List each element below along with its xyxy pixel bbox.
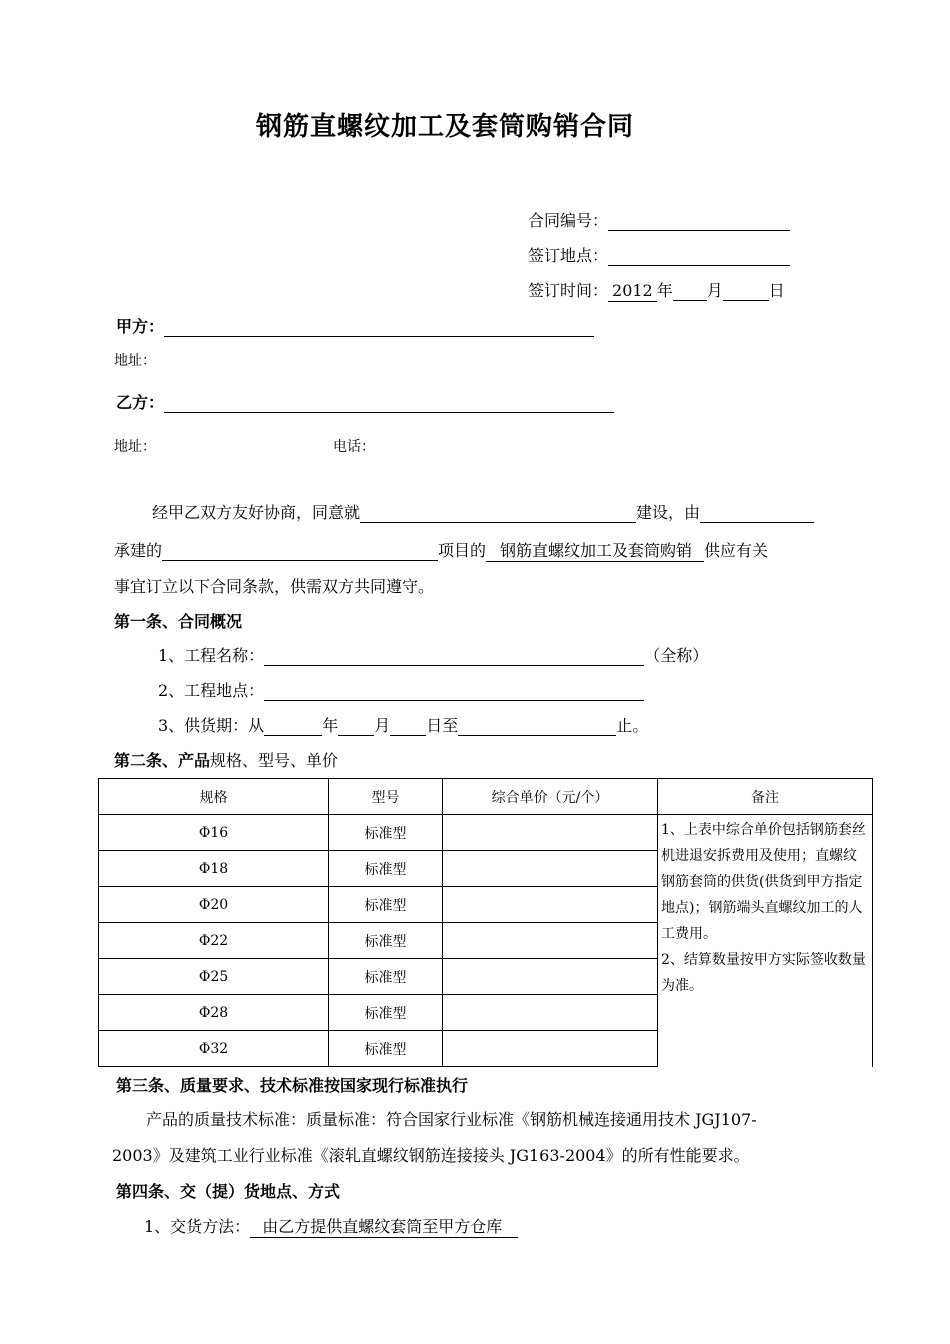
spec-cell: Φ16 xyxy=(99,815,329,851)
project-field[interactable] xyxy=(162,542,438,561)
spec-cell: Φ18 xyxy=(99,851,329,887)
delivery-method-label: 1、交货方法： xyxy=(144,1217,251,1236)
price-cell[interactable] xyxy=(443,1031,658,1067)
product-spec-table xyxy=(98,778,873,1067)
party-a-row xyxy=(116,314,594,337)
sign-year-value[interactable]: 2012 xyxy=(608,281,657,302)
table-header-row xyxy=(99,779,873,815)
builder-field[interactable] xyxy=(700,504,814,523)
construction-field[interactable] xyxy=(360,504,636,523)
article-3-heading: 第三条、质量要求、技术标准按国家现行标准执行 xyxy=(116,1076,469,1095)
party-a-field[interactable] xyxy=(164,318,594,337)
supply-period-label: 3、供货期：从 xyxy=(158,716,265,735)
article-2-heading-bold: 第二条、产品 xyxy=(114,751,211,770)
header-unit-price: 综合单价（元/个） xyxy=(443,779,658,815)
contract-number-field[interactable] xyxy=(608,212,790,231)
table-row xyxy=(99,815,873,851)
price-cell[interactable] xyxy=(443,887,658,923)
supply-day-to: 日至 xyxy=(426,716,459,735)
price-cell[interactable] xyxy=(443,815,658,851)
sign-month-unit: 月 xyxy=(706,281,723,300)
supply-month-unit: 月 xyxy=(374,716,391,735)
price-cell[interactable] xyxy=(443,923,658,959)
sign-place-field[interactable] xyxy=(608,247,790,266)
party-b-phone-label: 电话： xyxy=(333,439,375,455)
party-b-field[interactable] xyxy=(164,394,614,413)
supply-end-suffix: 止。 xyxy=(616,716,649,735)
header-model: 型号 xyxy=(329,779,443,815)
model-cell: 标准型 xyxy=(329,887,443,923)
project-location-field[interactable] xyxy=(264,682,644,701)
project-name-label: 1、工程名称： xyxy=(158,646,265,665)
party-b-label: 乙方： xyxy=(116,393,165,412)
article-2-heading-rest: 规格、型号、单价 xyxy=(210,751,339,770)
intro-text-b: 建设，由 xyxy=(636,503,701,522)
sign-year-unit: 年 xyxy=(656,281,673,300)
article-1-heading: 第一条、合同概况 xyxy=(114,612,243,631)
sign-month-field[interactable] xyxy=(673,282,707,301)
sign-place-row xyxy=(528,243,790,266)
article-1-item-1 xyxy=(158,643,708,666)
sign-day-field[interactable] xyxy=(723,282,769,301)
sign-time-label: 签订时间： xyxy=(528,281,609,300)
header-spec: 规格 xyxy=(99,779,329,815)
supply-start-day-field[interactable] xyxy=(390,717,426,736)
article-4-item-1 xyxy=(144,1214,518,1237)
article-1-item-2 xyxy=(158,678,644,701)
party-a-label: 甲方： xyxy=(116,317,165,336)
project-name-field[interactable] xyxy=(264,647,644,666)
project-scope-value: 钢筋直螺纹加工及套筒购销 xyxy=(486,541,704,562)
spec-cell: Φ22 xyxy=(99,923,329,959)
delivery-method-value: 由乙方提供直螺纹套筒至甲方仓库 xyxy=(250,1217,518,1238)
contract-number-row xyxy=(528,208,790,231)
intro-line-3: 事宜订立以下合同条款，供需双方共同遵守。 xyxy=(114,577,435,596)
supply-end-field[interactable] xyxy=(458,717,616,736)
model-cell: 标准型 xyxy=(329,959,443,995)
model-cell: 标准型 xyxy=(329,923,443,959)
party-b-address-label: 地址： xyxy=(114,439,156,455)
spec-cell: Φ25 xyxy=(99,959,329,995)
party-b-row xyxy=(116,390,614,413)
price-cell[interactable] xyxy=(443,959,658,995)
intro-text-e: 供应有关 xyxy=(704,541,769,560)
remark-cell: 1、上表中综合单价包括钢筋套丝机进退安拆费用及使用；直螺纹钢筋套筒的供货(供货到甲方指定地点)；钢筋端头直螺纹加工的人工费用。 2、结算数量按甲方实际签收数量为准。 xyxy=(658,815,873,1067)
price-cell[interactable] xyxy=(443,851,658,887)
contract-number-label: 合同编号： xyxy=(528,211,609,230)
model-cell: 标准型 xyxy=(329,815,443,851)
model-cell: 标准型 xyxy=(329,1031,443,1067)
contract-title: 钢筋直螺纹加工及套筒购销合同 xyxy=(255,112,634,142)
price-cell[interactable] xyxy=(443,995,658,1031)
project-location-label: 2、工程地点： xyxy=(158,681,265,700)
intro-line-1 xyxy=(152,500,814,523)
article-4-heading: 第四条、交（提）货地点、方式 xyxy=(116,1182,341,1201)
supply-year-unit: 年 xyxy=(322,716,339,735)
article-1-item-3 xyxy=(158,713,648,736)
article-3-line-2: 2003》及建筑工业行业标准《滚轧直螺纹钢筋连接接头 JG163-2004》的所有性能要求。 xyxy=(112,1146,750,1165)
full-name-note: （全称） xyxy=(644,646,709,665)
intro-text-a: 经甲乙双方友好协商，同意就 xyxy=(152,503,361,522)
intro-text-d: 项目的 xyxy=(438,541,487,560)
article-2-heading xyxy=(114,748,338,771)
spec-cell: Φ32 xyxy=(99,1031,329,1067)
sign-day-unit: 日 xyxy=(768,281,785,300)
article-3-line-1: 产品的质量技术标准：质量标准：符合国家行业标准《钢筋机械连接通用技术 JGJ107- xyxy=(146,1110,757,1129)
spec-cell: Φ20 xyxy=(99,887,329,923)
model-cell: 标准型 xyxy=(329,995,443,1031)
sign-place-label: 签订地点： xyxy=(528,246,609,265)
model-cell: 标准型 xyxy=(329,851,443,887)
supply-start-year-field[interactable] xyxy=(264,717,322,736)
party-a-address-label: 地址： xyxy=(114,353,156,369)
intro-line-2 xyxy=(114,538,768,561)
header-remark: 备注 xyxy=(658,779,873,815)
spec-cell: Φ28 xyxy=(99,995,329,1031)
intro-text-c: 承建的 xyxy=(114,541,163,560)
sign-time-row xyxy=(528,278,785,301)
supply-start-month-field[interactable] xyxy=(338,717,374,736)
